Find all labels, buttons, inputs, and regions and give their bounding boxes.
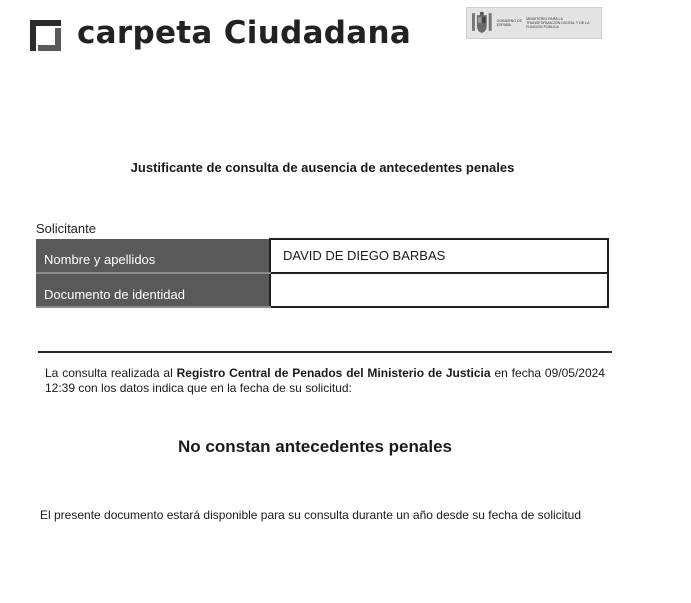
availability-note: El presente documento estará disponible para su consulta durante un año desde su fecha de solicitud: [40, 508, 582, 522]
coat-of-arms-icon: [471, 11, 493, 35]
government-text: GOBIERNO DE ESPAÑA: [496, 18, 523, 27]
registry-name: Registro Central de Penados del Ministerio de Justicia: [176, 366, 491, 380]
table-row: [36, 273, 608, 307]
applicant-section-label: Solicitante: [36, 221, 96, 236]
carpeta-logo-icon: [30, 20, 61, 51]
ministry-text: MINISTERIO PARA LA TRANSFORMACIÓN DIGITAL Y DE LA FUNCIÓN PÚBLICA: [526, 16, 590, 30]
consultation-datetime: 09/05/2024 12:39: [45, 366, 605, 395]
statement-prefix: La consulta realizada al: [45, 366, 177, 380]
document-title: Justificante de consulta de ausencia de antecedentes penales: [130, 160, 515, 175]
statement-suffix: con los datos indica que en la fecha de su solicitud:: [75, 381, 352, 395]
table-row: [36, 239, 608, 273]
name-value: DAVID DE DIEGO BARBAS: [270, 239, 608, 273]
result-heading: No constan antecedentes penales: [178, 437, 452, 456]
id-document-label: Documento de identidad: [36, 273, 270, 307]
name-label: Nombre y apellidos: [36, 239, 270, 273]
brand-header: [30, 14, 411, 51]
consultation-statement: [45, 366, 605, 396]
applicant-table: [36, 238, 609, 308]
government-logo: [466, 7, 602, 39]
section-divider: [38, 351, 612, 353]
statement-middle: en fecha: [490, 366, 545, 380]
id-document-value: [270, 273, 608, 307]
brand-name: carpeta Ciudadana: [77, 14, 412, 51]
